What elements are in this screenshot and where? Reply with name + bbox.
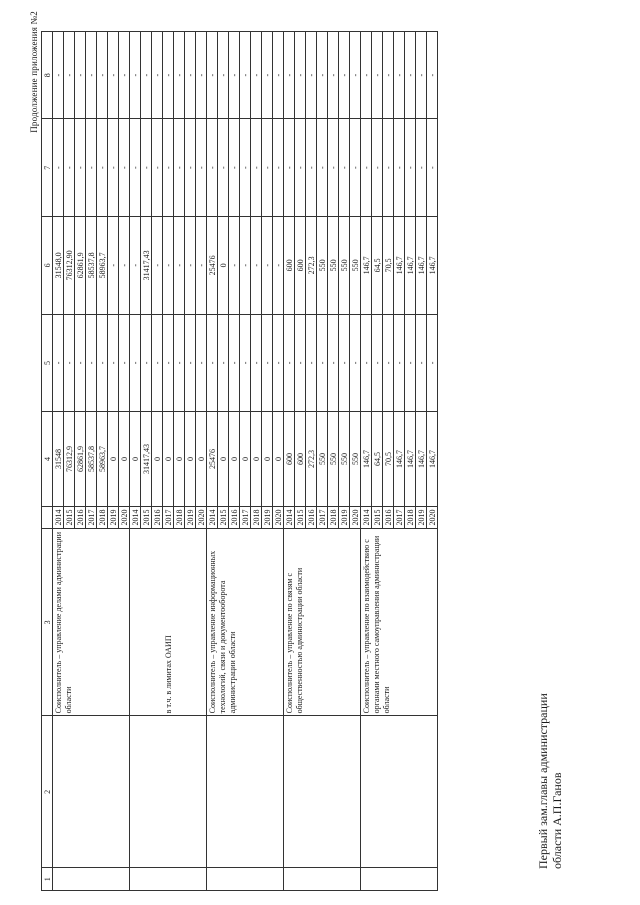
value-cell: -: [262, 314, 273, 412]
value-cell: -: [394, 314, 405, 412]
value-cell: -: [119, 217, 130, 315]
value-cell: -: [317, 119, 328, 217]
year-cell: 2017: [86, 506, 97, 529]
table-row: [361, 32, 372, 891]
column-header: 5: [42, 314, 53, 412]
value-cell: -: [130, 314, 141, 412]
year-cell: 2016: [383, 506, 394, 529]
value-cell: -: [196, 119, 207, 217]
value-cell: 146,7: [427, 412, 438, 507]
value-cell: -: [207, 32, 218, 119]
value-cell: 0: [240, 412, 251, 507]
year-cell: 2019: [416, 506, 427, 529]
value-cell: -: [262, 217, 273, 315]
value-cell: -: [53, 314, 64, 412]
col2-cell: [53, 716, 130, 868]
group-label: Соисполнитель – управление информационных технологий, связи и документооборота администрации области: [207, 529, 284, 716]
value-cell: -: [383, 119, 394, 217]
col1-cell: [284, 868, 361, 891]
column-header: 3: [42, 529, 53, 716]
value-cell: -: [152, 314, 163, 412]
value-cell: 31417,43: [141, 217, 152, 315]
value-cell: 0: [119, 412, 130, 507]
value-cell: 76312,9: [64, 412, 75, 507]
value-cell: -: [306, 119, 317, 217]
value-cell: -: [339, 119, 350, 217]
value-cell: -: [108, 119, 119, 217]
year-cell: 2019: [339, 506, 350, 529]
rotated-document-page: [29, 11, 601, 891]
value-cell: -: [416, 314, 427, 412]
value-cell: -: [229, 314, 240, 412]
signature-line: Первый зам.главы администрации: [536, 693, 550, 869]
value-cell: -: [75, 32, 86, 119]
year-cell: 2014: [207, 506, 218, 529]
value-cell: 550: [317, 412, 328, 507]
value-cell: -: [108, 314, 119, 412]
value-cell: -: [86, 314, 97, 412]
value-cell: 0: [174, 412, 185, 507]
value-cell: -: [251, 32, 262, 119]
value-cell: 0: [163, 412, 174, 507]
column-header: 7: [42, 119, 53, 217]
value-cell: 0: [152, 412, 163, 507]
table-row: [130, 32, 141, 891]
value-cell: 550: [317, 217, 328, 315]
value-cell: 0: [196, 412, 207, 507]
value-cell: -: [405, 32, 416, 119]
value-cell: -: [229, 32, 240, 119]
value-cell: -: [394, 119, 405, 217]
value-cell: -: [372, 314, 383, 412]
value-cell: -: [350, 314, 361, 412]
value-cell: 58537,8: [86, 412, 97, 507]
value-cell: 146,7: [394, 217, 405, 315]
group-label: в т.ч. в лимитах ОАИП: [130, 529, 207, 716]
column-header: 4: [42, 412, 53, 507]
value-cell: -: [295, 119, 306, 217]
value-cell: 0: [185, 412, 196, 507]
value-cell: -: [328, 119, 339, 217]
year-cell: 2015: [372, 506, 383, 529]
value-cell: -: [350, 32, 361, 119]
value-cell: 64,5: [372, 412, 383, 507]
value-cell: -: [163, 32, 174, 119]
value-cell: 0: [108, 412, 119, 507]
value-cell: -: [284, 314, 295, 412]
value-cell: -: [196, 32, 207, 119]
value-cell: 0: [218, 412, 229, 507]
value-cell: 146,7: [405, 217, 416, 315]
value-cell: -: [317, 32, 328, 119]
value-cell: -: [97, 32, 108, 119]
budget-table: [41, 31, 438, 891]
year-cell: 2017: [394, 506, 405, 529]
value-cell: 0: [218, 217, 229, 315]
col2-cell: [361, 716, 438, 868]
value-cell: -: [174, 119, 185, 217]
year-cell: 2019: [262, 506, 273, 529]
value-cell: 550: [350, 217, 361, 315]
value-cell: -: [163, 314, 174, 412]
col2-cell: [284, 716, 361, 868]
value-cell: -: [350, 119, 361, 217]
year-cell: 2015: [295, 506, 306, 529]
value-cell: -: [306, 314, 317, 412]
group-label: Соисполнитель – управление делами администрации области: [53, 529, 130, 716]
value-cell: -: [64, 314, 75, 412]
value-cell: -: [317, 314, 328, 412]
value-cell: -: [295, 314, 306, 412]
value-cell: -: [383, 32, 394, 119]
value-cell: -: [141, 119, 152, 217]
year-cell: 2018: [405, 506, 416, 529]
year-cell: 2018: [251, 506, 262, 529]
year-cell: 2020: [350, 506, 361, 529]
value-cell: -: [240, 119, 251, 217]
column-header: 2: [42, 716, 53, 868]
column-header: 1: [42, 868, 53, 891]
value-cell: -: [97, 119, 108, 217]
value-cell: -: [339, 32, 350, 119]
budget-table-body: [53, 32, 438, 891]
value-cell: 25476: [207, 217, 218, 315]
year-cell: 2014: [284, 506, 295, 529]
value-cell: -: [119, 32, 130, 119]
value-cell: -: [86, 32, 97, 119]
value-cell: -: [240, 314, 251, 412]
value-cell: 550: [328, 412, 339, 507]
value-cell: -: [130, 32, 141, 119]
value-cell: -: [262, 32, 273, 119]
value-cell: -: [240, 217, 251, 315]
value-cell: -: [64, 119, 75, 217]
value-cell: -: [273, 314, 284, 412]
year-cell: 2017: [163, 506, 174, 529]
value-cell: -: [75, 314, 86, 412]
value-cell: 0: [262, 412, 273, 507]
value-cell: -: [185, 119, 196, 217]
value-cell: -: [427, 119, 438, 217]
value-cell: 550: [339, 412, 350, 507]
value-cell: 550: [339, 217, 350, 315]
column-header: 8: [42, 32, 53, 119]
value-cell: -: [328, 314, 339, 412]
col1-cell: [361, 868, 438, 891]
value-cell: -: [130, 217, 141, 315]
value-cell: -: [262, 119, 273, 217]
value-cell: -: [229, 119, 240, 217]
value-cell: 70,5: [383, 217, 394, 315]
value-cell: -: [119, 314, 130, 412]
year-cell: 2020: [273, 506, 284, 529]
value-cell: -: [64, 32, 75, 119]
value-cell: -: [251, 119, 262, 217]
col1-cell: [207, 868, 284, 891]
year-cell: 2016: [306, 506, 317, 529]
value-cell: -: [152, 119, 163, 217]
value-cell: -: [174, 217, 185, 315]
value-cell: -: [141, 32, 152, 119]
value-cell: 146,7: [405, 412, 416, 507]
value-cell: -: [372, 32, 383, 119]
value-cell: 58963,7: [97, 217, 108, 315]
table-row: [284, 32, 295, 891]
value-cell: 58963,7: [97, 412, 108, 507]
value-cell: -: [75, 119, 86, 217]
year-cell: 2016: [229, 506, 240, 529]
value-cell: -: [152, 32, 163, 119]
value-cell: -: [240, 32, 251, 119]
value-cell: -: [394, 32, 405, 119]
value-cell: -: [119, 119, 130, 217]
value-cell: 62861,9: [75, 412, 86, 507]
value-cell: -: [284, 119, 295, 217]
value-cell: 31548,0: [53, 217, 64, 315]
value-cell: -: [185, 32, 196, 119]
value-cell: -: [218, 119, 229, 217]
value-cell: -: [372, 119, 383, 217]
value-cell: -: [416, 32, 427, 119]
value-cell: -: [273, 119, 284, 217]
year-cell: 2016: [75, 506, 86, 529]
column-header: [42, 506, 53, 529]
value-cell: 600: [284, 412, 295, 507]
value-cell: -: [185, 217, 196, 315]
value-cell: 0: [229, 412, 240, 507]
value-cell: -: [361, 119, 372, 217]
value-cell: -: [174, 314, 185, 412]
value-cell: -: [284, 32, 295, 119]
value-cell: 550: [328, 217, 339, 315]
group-label: Соисполнитель – управление по взаимодействию с органами местного самоуправления администрации области: [361, 529, 438, 716]
value-cell: -: [207, 119, 218, 217]
value-cell: -: [427, 314, 438, 412]
value-cell: 0: [273, 412, 284, 507]
year-cell: 2017: [240, 506, 251, 529]
year-cell: 2014: [361, 506, 372, 529]
value-cell: -: [405, 314, 416, 412]
column-header: 6: [42, 217, 53, 315]
value-cell: -: [130, 119, 141, 217]
value-cell: 25476: [207, 412, 218, 507]
group-label: Соисполнитель – управление по связям с общественностью администрации области: [284, 529, 361, 716]
value-cell: 0: [130, 412, 141, 507]
col2-cell: [207, 716, 284, 868]
value-cell: -: [229, 217, 240, 315]
signature-line: области А.П.Ганов: [550, 772, 564, 869]
year-cell: 2015: [64, 506, 75, 529]
table-row: [53, 32, 64, 891]
value-cell: -: [383, 314, 394, 412]
value-cell: 272,3: [306, 217, 317, 315]
value-cell: 31417,43: [141, 412, 152, 507]
year-cell: 2019: [108, 506, 119, 529]
value-cell: 272,3: [306, 412, 317, 507]
value-cell: -: [273, 217, 284, 315]
value-cell: -: [141, 314, 152, 412]
value-cell: 146,7: [416, 217, 427, 315]
value-cell: -: [361, 314, 372, 412]
column-number-row: [42, 32, 53, 891]
value-cell: -: [416, 119, 427, 217]
value-cell: 600: [295, 217, 306, 315]
value-cell: -: [218, 314, 229, 412]
value-cell: -: [218, 32, 229, 119]
value-cell: 0: [251, 412, 262, 507]
value-cell: -: [196, 217, 207, 315]
value-cell: -: [207, 314, 218, 412]
year-cell: 2018: [328, 506, 339, 529]
value-cell: 146,7: [394, 412, 405, 507]
value-cell: -: [339, 314, 350, 412]
value-cell: -: [251, 314, 262, 412]
value-cell: -: [405, 119, 416, 217]
value-cell: 600: [284, 217, 295, 315]
col1-cell: [53, 868, 130, 891]
value-cell: 70,5: [383, 412, 394, 507]
value-cell: 600: [295, 412, 306, 507]
value-cell: 146,7: [361, 217, 372, 315]
value-cell: -: [163, 119, 174, 217]
value-cell: -: [163, 217, 174, 315]
value-cell: -: [196, 314, 207, 412]
year-cell: 2018: [97, 506, 108, 529]
value-cell: -: [97, 314, 108, 412]
value-cell: -: [53, 32, 64, 119]
value-cell: -: [108, 32, 119, 119]
value-cell: -: [251, 217, 262, 315]
year-cell: 2018: [174, 506, 185, 529]
value-cell: -: [152, 217, 163, 315]
year-cell: 2017: [317, 506, 328, 529]
table-row: [207, 32, 218, 891]
year-cell: 2014: [53, 506, 64, 529]
year-cell: 2014: [130, 506, 141, 529]
value-cell: 550: [350, 412, 361, 507]
value-cell: -: [174, 32, 185, 119]
value-cell: -: [328, 32, 339, 119]
value-cell: 62861,9: [75, 217, 86, 315]
year-cell: 2020: [119, 506, 130, 529]
value-cell: -: [427, 32, 438, 119]
value-cell: 146,7: [416, 412, 427, 507]
year-cell: 2016: [152, 506, 163, 529]
value-cell: 76312,90: [64, 217, 75, 315]
year-cell: 2020: [427, 506, 438, 529]
value-cell: -: [273, 32, 284, 119]
value-cell: -: [53, 119, 64, 217]
col1-cell: [130, 868, 207, 891]
value-cell: -: [108, 217, 119, 315]
value-cell: 58537,8: [86, 217, 97, 315]
value-cell: 31548: [53, 412, 64, 507]
value-cell: 64,5: [372, 217, 383, 315]
year-cell: 2015: [218, 506, 229, 529]
value-cell: -: [185, 314, 196, 412]
value-cell: 146,7: [361, 412, 372, 507]
year-cell: 2020: [196, 506, 207, 529]
year-cell: 2019: [185, 506, 196, 529]
col2-cell: [130, 716, 207, 868]
value-cell: -: [86, 119, 97, 217]
value-cell: -: [361, 32, 372, 119]
signature-block: [536, 569, 564, 869]
appendix-continuation-note: Продолжение приложения №2: [29, 11, 39, 133]
value-cell: -: [295, 32, 306, 119]
value-cell: 146,7: [427, 217, 438, 315]
year-cell: 2015: [141, 506, 152, 529]
value-cell: -: [306, 32, 317, 119]
